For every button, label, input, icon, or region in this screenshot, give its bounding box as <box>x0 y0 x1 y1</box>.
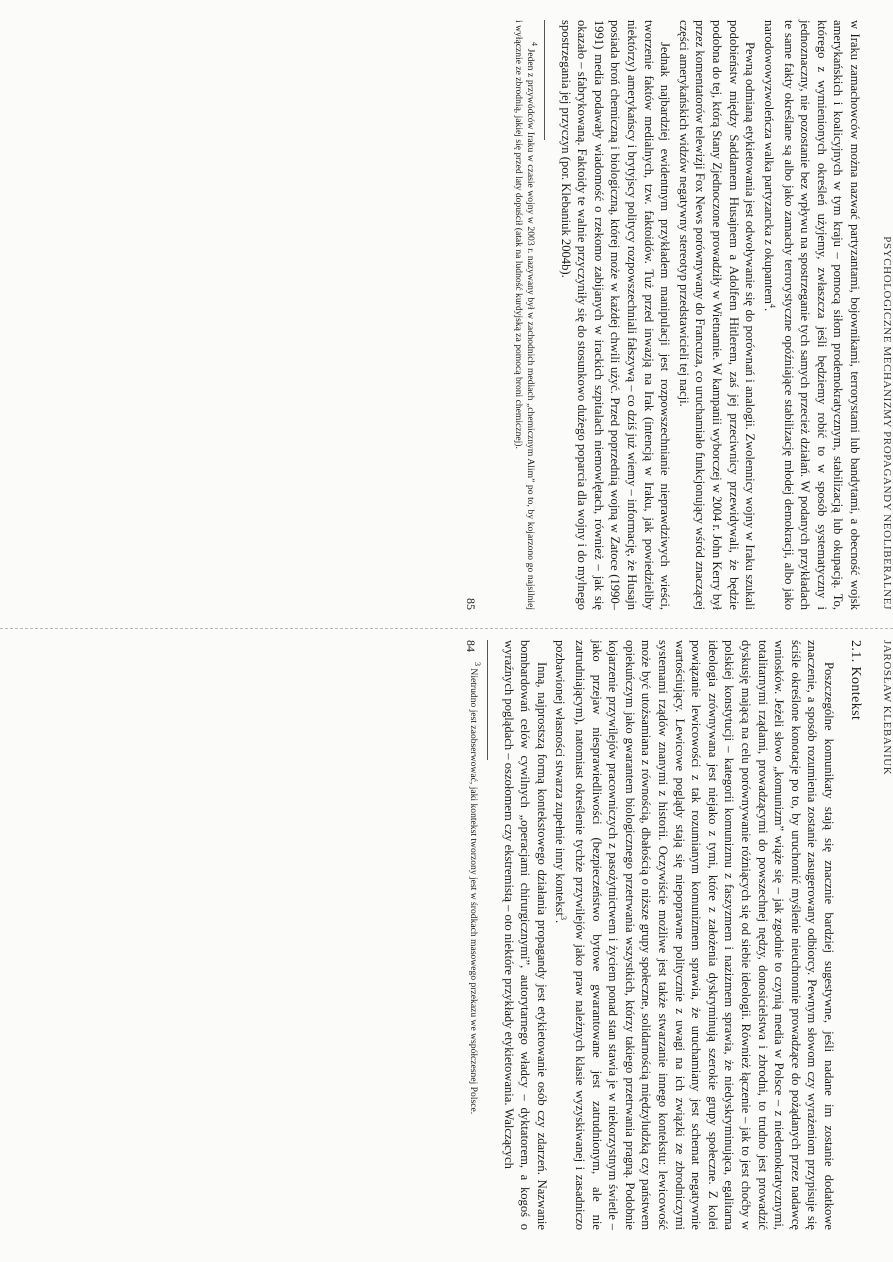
page-number: 85 <box>464 598 478 610</box>
footnote-mark: 3 <box>559 915 569 920</box>
paragraph: Poszczególne komunikaty stają się znacznie bardziej sugestywne, jeśli nadane im zostanie dodatkowe znaczenie, a sposób rozumienia zostanie zasugerowany odbiorcy. Pewnym słowom czy wyrażeniom przypisuje się ściśle określone konotacje po to, by uruchomić myślenie nieuchronnie prowadzące do pożądanych przez nadawcę wniosków. Jeżeli słowo „komunizm” wiąże się – jak zgodnie to czynią media w Polsce – z niedemokratycznymi, totalitarnymi rządami, prowadzącymi do powszechnej nędzy, donosicielstwa i zbrodni, to trudno jest prowadzić dyskusję mającą na celu porównywanie różniących się od siebie ideologii. Również łączenie – jak to jest choćby w polskiej konstytucji – kategorii komunizmu z faszyzmem i nazizmem sprawia, że niedyskryminująca, egalitarna ideologia zrównywana jest niejako z tymi, które z założenia dyskryminują szerokie grupy społeczne. Z kolei powiązanie lewicowości z tak rozumianym komunizmem sprawia, że uruchamiany jest schemat negatywnie wartościujący. Lewicowe poglądy stają się niepoprawne politycznie z uwagi na ich związki ze zbrodniczymi systemami rządów znanymi z historii. Oczywiście możliwe jest także stwarzanie innego kontekstu: lewicowość może być utożsamiana z równością, dbałością o niższe grupy społeczne, solidarnością międzyludzką czy państwem opiekuńczym jako gwarantem biologicznego przetrwania wszystkich, którzy takiego przetrwania pragną. Podobnie kojarzenie przywilejów pracowniczych z pasożytnictwem i życiem ponad stan stawia je w niekorzystnym świetle – jako przejaw niesprawiedliwości (bezpieczeństwo bytowe gwarantowane jest zatrudnionym, ale nie zatrudniającym), natomiast określenie tychże przywilejów jako praw należnych klasie wyzyskiwanej i zasadniczo pozbawionej własności stwarza zupełnie inny kontekst$^3$. <box>553 640 836 1230</box>
page-number: 84 <box>464 640 478 652</box>
footnote: $^4$ Jeden z przywódców Iraku w czasie wojny w 2003 r. nazywany był w zachodnich mediach „chemicznym Alim” po to, by kojarzono go najsilniej i wyłącznie ze zbrodnią, jakiej się przed laty dopuścił (atak na ludność kurdyjską za pomocą broni chemicznej). <box>512 20 540 610</box>
paragraph: Inną, najprostszą formą kontekstowego działania propagandy jest etykietowanie osób czy zdarzeń. Nazwanie bombardowań celów cywilnych „operacjami chirurgicznymi”, autorytarnego władcy – dyktatorem, a kogoś o wyraźnych poglądach – oszołomem czy ekstremistą – oto niektóre przykłady etykietowania. Walczących <box>501 640 549 1230</box>
footnote-mark: 4 <box>768 303 778 308</box>
section-title: 2.1. Kontekst <box>848 640 863 721</box>
footnote-rule <box>544 20 545 140</box>
running-head: JAROSŁAW KLEBANIUK <box>881 640 893 776</box>
paragraph: w Iraku zamachowców można nazwać partyzantami, bojownikami, terrorystami lub bandytami, a obecność wojsk amerykańskich i koalicyjnych w tym kraju – pomocą siłom prodemokratycznym, stabilizacją lub okupacją. To, którego z wymienionych określeń użyjemy, zwłaszcza jeśli będziemy robić to w sposób systematyczny i jednoznaczny, nie pozostanie bez wpływu na spostrzeganie tych samych przecież działań. W podanych przykładach te same fakty określane są albo jako zamachy terrorystyczne opóźniające stabilizację młodej demokracji, albo jako narodowowyzwoleńcza walka partyzancka z okupantem$^4$. <box>761 20 862 610</box>
running-head: PSYCHOLOGICZNE MECHANIZMY PROPAGANDY NEOLIBERALNEJ <box>881 236 893 610</box>
footnote: $^3$ Nietrudno jest zaobserwować, jaki kontekst tworzony jest w środkach masowego przekazu we współczesnej Polsce. <box>467 662 482 1115</box>
paragraph: Pewną odmianą etykietowania jest odwoływanie się do porównań i analogii. Zwolennicy wojny w Iraku szukali podobieństw między Saddamem Husajnem a Adolfem Hitlerem, zaś jej przeciwnicy przewidywali, że będzie podobna do tej, którą Stany Zjednoczone prowadziły w Wietnamie. W kampanii wyborczej w 2004 r. John Kerry był przez komentatorów telewizji Fox News porównywany do Francuza, co uruchamiało funkcjonujący wśród znaczącej części amerykańskich widzów negatywny stereotyp przedstawicieli tej nacji. <box>676 20 758 610</box>
right-page <box>133 20 893 610</box>
left-page <box>133 640 893 1230</box>
footnote-rule <box>487 640 488 760</box>
paragraph: Jednak najbardziej ewidentnym przykładem manipulacji jest rozpowszechnianie nieprawdziwych wieści, tworzenie faktów medialnych, tzw. faktoidów. Tuż przed inwazją na Irak (intencją w Iraku, jak powiedzieliby niektórzy) amerykańscy i brytyjscy politycy rozpowszechniali fałszywą – co dziś już wiemy – informację, że Husajn posiada broń chemiczną i biologiczną, której może w każdej chwili użyć. Przed poprzednią wojną w Zatoce (1990–1991) media podawały wiadomość o rzekomo zabijanych w irackich szpitalach niemowlętach, również – jak się okazało – sfabrykowaną. Faktoidy te walnie przyczyniły się do stosunkowo dużego poparcia dla wojny i do mylnego spostrzegania jej przyczyn (por. Klebaniuk 2004b). <box>558 20 673 611</box>
page-fold <box>0 628 893 629</box>
